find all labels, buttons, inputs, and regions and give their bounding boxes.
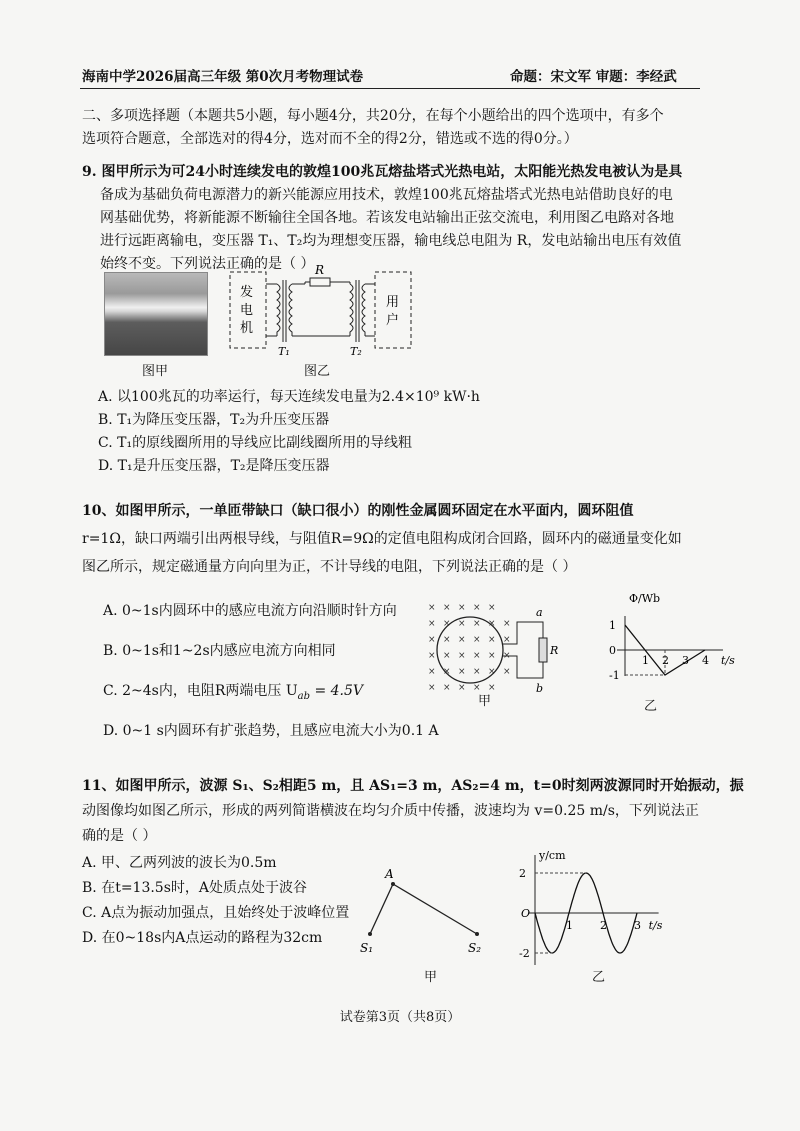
q10-option-c-value: = 4.5V [310,683,364,699]
q10-option-d: D. 0~1 s内圆环有扩张趋势，且感应电流大小为0.1 A [103,723,439,739]
svg-text:×: × [443,667,451,677]
q9-fig-caption-right: 图乙 [304,364,331,379]
resistor-label: R [315,263,325,277]
svg-text:×: × [503,667,511,677]
metal-ring [437,617,503,683]
label-s1: S₁ [360,941,374,955]
svg-text:×: × [458,635,466,645]
q11-line-3: 确的是（ ） [82,828,157,844]
page-footer: 试卷第3页（共8页） [339,1010,461,1025]
flux-y-tick-1: 0 [609,644,616,657]
flux-y-tick-0: 1 [609,619,616,632]
transmission-circuit-diagram [225,262,425,362]
vibration-y-tick-1: -2 [519,947,530,960]
svg-text:×: × [488,667,496,677]
flux-x-tick-2: 2 [662,654,669,667]
flux-x-tick-4: 4 [702,654,709,667]
section-line-1: 二、多项选择题（本题共5小题，每小题4分，共20分，在每个小题给出的四个选项中，有多个 [82,108,664,124]
q9-fig-caption-left: 图甲 [142,364,169,379]
svg-text:×: × [458,651,466,661]
svg-text:×: × [428,683,436,693]
flux-chart-ylabel: Φ/Wb [629,592,661,605]
q9-option-d: D. T₁是升压变压器，T₂是降压变压器 [98,458,330,474]
svg-text:×: × [443,651,451,661]
section-line-2: 选项符合题意，全部选对的得4分，选对而不全的得2分，错选或不选的得0分。） [82,131,578,147]
label-a: a [536,606,543,619]
flux-x-tick-3: 3 [682,654,689,667]
q10-option-b: B. 0~1s和1~2s内感应电流方向相同 [103,643,336,659]
svg-text:×: × [443,635,451,645]
header-rule [80,88,700,89]
q9-line-3: 网基础优势，将新能源不断输往全国各地。若该发电站输出正弦交流电，利用图乙电路对各地 [100,210,674,226]
svg-text:×: × [473,619,481,629]
q10-line-3: 图乙所示，规定磁通量方向向里为正，不计导线的电阻，下列说法正确的是（ ） [82,559,577,575]
q11-option-b: B. 在t=13.5s时，A处质点处于波谷 [82,880,308,896]
vibration-x-tick-1: 1 [566,919,573,932]
label-b: b [536,682,544,695]
flux-y-tick-2: -1 [609,669,620,682]
svg-text:×: × [503,635,511,645]
t2-label: T₂ [350,345,362,358]
svg-text:×: × [458,683,466,693]
svg-text:×: × [428,635,436,645]
svg-text:×: × [473,683,481,693]
svg-text:×: × [473,667,481,677]
svg-text:×: × [488,603,496,613]
vibration-y-tick-0: 2 [519,867,526,880]
t1-label: T₁ [278,345,290,358]
q9-line-5: 始终不变。下列说法正确的是（ ） [100,256,315,272]
svg-text:×: × [458,619,466,629]
ring-circuit-diagram [425,600,560,700]
svg-text:×: × [428,619,436,629]
generator-label-3: 机 [240,321,254,336]
svg-text:×: × [443,683,451,693]
vibration-x-tick-2: 2 [600,919,607,932]
svg-text:×: × [458,667,466,677]
q11-line-1: 11、如图甲所示，波源 S₁、S₂相距5 m，且 AS₁=3 m，AS₂=4 m，t=0时刻两波源同时开始振动，振 [82,778,744,794]
q10-option-c-sub: ab [297,690,311,702]
vibration-x-tick-3: 3 [634,919,641,932]
q9-line-1: 9. 图甲所示为可24小时连续发电的敦煌100兆瓦熔盐塔式光热电站，太阳能光热发电被认为是具 [82,164,683,180]
user-label-1: 用 [386,295,400,310]
q9-option-a: A. 以100兆瓦的功率运行，每天连续发电量为2.4×10⁹ kW·h [98,389,480,405]
vibration-chart-xlabel: t/s [648,919,663,932]
q11-option-a: A. 甲、乙两列波的波长为0.5m [82,855,277,871]
exam-authors: 命题：宋文军 审题：李经武 [510,69,677,85]
q10-option-c-text: C. 2~4s内，电阻R两端电压 U [103,683,298,699]
vibration-chart-origin: O [521,907,531,920]
svg-text:×: × [443,619,451,629]
q10-line-1: 10、如图甲所示，一单匝带缺口（缺口很小）的刚性金属圆环固定在水平面内，圆环阻值 [82,503,634,519]
svg-text:×: × [488,683,496,693]
resistor-r [539,638,547,662]
svg-text:×: × [443,603,451,613]
q10-fig-caption-right: 乙 [644,699,658,714]
q11-option-c: C. A点为振动加强点，且始终处于波峰位置 [82,905,350,921]
q11-option-d: D. 在0~18s内A点运动的路程为32cm [82,930,323,946]
svg-text:×: × [488,635,496,645]
q10-fig-caption-left: 甲 [478,694,492,709]
svg-text:×: × [428,603,436,613]
vibration-chart [505,845,690,965]
svg-text:×: × [488,651,496,661]
q11-line-2: 动图像均如图乙所示，形成的两列简谐横波在均匀介质中传播，波速均为 v=0.25 m/s，下列说法正 [82,803,699,819]
solar-plant-photo [104,272,208,356]
exam-title: 海南中学2026届高三年级 第0次月考物理试卷 [82,69,364,85]
q10-option-a: A. 0~1s内圆环中的感应电流方向沿顺时针方向 [103,603,397,619]
svg-text:×: × [503,651,511,661]
label-a-point: A [385,867,394,881]
svg-text:×: × [458,603,466,613]
q10-line-2: r=1Ω，缺口两端引出两根导线，与阻值R=9Ω的定值电阻构成闭合回路，圆环内的磁通量变化如 [82,531,682,547]
svg-text:×: × [473,603,481,613]
svg-text:×: × [428,651,436,661]
wave-source-triangle [355,862,495,957]
q11-fig-caption-right: 乙 [592,970,606,985]
label-r: R [550,644,559,657]
svg-text:×: × [473,635,481,645]
svg-text:×: × [428,667,436,677]
q9-option-b: B. T₁为降压变压器，T₂为升压变压器 [98,412,330,428]
svg-text:×: × [503,619,511,629]
label-s2: S₂ [468,941,482,955]
flux-chart [585,590,735,715]
q10-option-c [103,680,363,702]
svg-text:×: × [473,651,481,661]
svg-text:×: × [488,619,496,629]
q9-line-4: 进行远距离输电，变压器 T₁、T₂均为理想变压器，输电线总电阻为 R，发电站输出电压有效值 [100,233,682,249]
generator-label-2: 电 [240,303,254,318]
q11-fig-caption-left: 甲 [424,970,438,985]
user-label-2: 户 [386,313,400,328]
q9-line-2: 备成为基础负荷电源潜力的新兴能源应用技术，敦煌100兆瓦熔盐塔式光热电站借助良好的电 [100,187,673,203]
flux-x-tick-1: 1 [642,654,649,667]
flux-chart-xlabel: t/s [721,654,735,667]
q9-option-c: C. T₁的原线圈所用的导线应比副线圈所用的导线粗 [98,435,413,451]
vibration-chart-ylabel: y/cm [539,849,566,862]
generator-label-1: 发 [240,285,254,300]
